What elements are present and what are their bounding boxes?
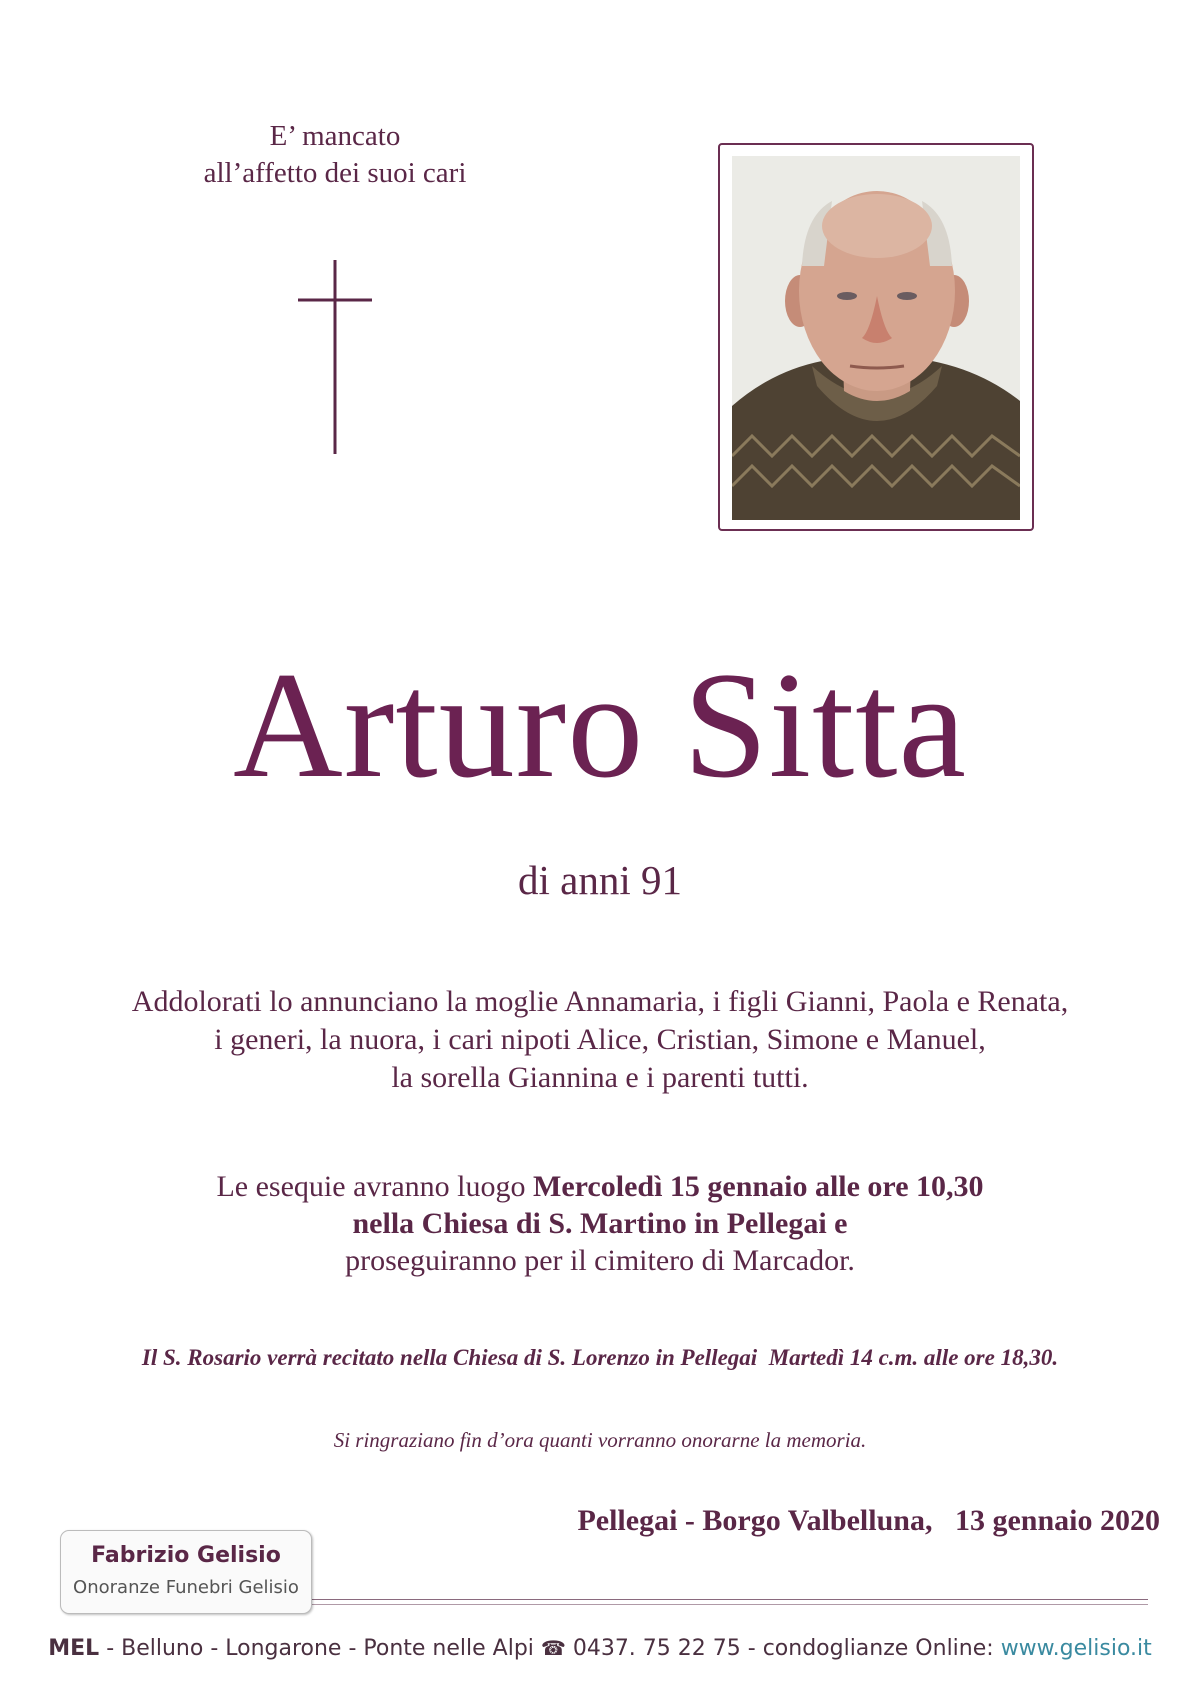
footer-divider-secondary bbox=[312, 1604, 1148, 1605]
portrait-photo bbox=[732, 156, 1020, 520]
announcement bbox=[40, 983, 1160, 1097]
footer-phone: 0437. 75 22 75 bbox=[565, 1636, 748, 1661]
rosary-notice: Il S. Rosario verrà recitato nella Chiesa di S. Lorenzo in Pellegai Martedì 14 c.m. alle ore 18,30. bbox=[141, 1345, 1059, 1370]
place-and-date: Pellegai - Borgo Valbelluna, 13 gennaio 2020 bbox=[577, 1504, 1160, 1537]
logo-subtitle: Onoranze Funebri Gelisio bbox=[73, 1577, 299, 1598]
announcement-line-1: Addolorati lo annunciano la moglie Annamaria, i figli Gianni, Paola e Renata, bbox=[131, 985, 1069, 1018]
footer-mel: MEL bbox=[48, 1636, 100, 1661]
funeral-line-3: proseguiranno per il cimitero di Marcador. bbox=[345, 1244, 855, 1277]
thanks-note: Si ringraziano fin d’ora quanti vorranno onorarne la memoria. bbox=[333, 1428, 867, 1452]
funeral-line-1-regular: Le esequie avranno luogo bbox=[216, 1170, 534, 1203]
telephone-icon: ☎ bbox=[540, 1636, 566, 1660]
funeral-details bbox=[40, 1168, 1160, 1279]
funeral-line-2 bbox=[40, 1205, 1160, 1242]
intro-line-1: E’ mancato bbox=[269, 120, 401, 152]
deceased-name: Arturo Sitta bbox=[233, 641, 967, 809]
funeral-church: nella Chiesa di S. Martino in Pellegai e bbox=[352, 1207, 848, 1240]
funeral-home-logo bbox=[60, 1530, 312, 1614]
funeral-date-time: Mercoledì 15 gennaio alle ore 10,30 bbox=[533, 1170, 984, 1203]
intro-line-2: all’affetto dei suoi cari bbox=[203, 157, 467, 189]
footer-condolences: - condoglianze Online: bbox=[747, 1636, 1001, 1661]
footer-contact bbox=[0, 1633, 1200, 1664]
announcement-line-3: la sorella Giannina e i parenti tutti. bbox=[391, 1061, 809, 1094]
portrait-frame bbox=[718, 143, 1034, 531]
footer-locations: - Belluno - Longarone - Ponte nelle Alpi bbox=[99, 1636, 541, 1661]
deceased-age: di anni 91 bbox=[518, 857, 682, 903]
footer-divider bbox=[312, 1599, 1148, 1600]
latin-cross-icon bbox=[290, 260, 380, 454]
intro-text bbox=[170, 118, 500, 192]
website-link[interactable]: www.gelisio.it bbox=[1000, 1636, 1152, 1661]
logo-name: Fabrizio Gelisio bbox=[91, 1543, 281, 1568]
announcement-line-2: i generi, la nuora, i cari nipoti Alice, Cristian, Simone e Manuel, bbox=[214, 1023, 986, 1056]
funeral-line-1 bbox=[40, 1168, 1160, 1205]
